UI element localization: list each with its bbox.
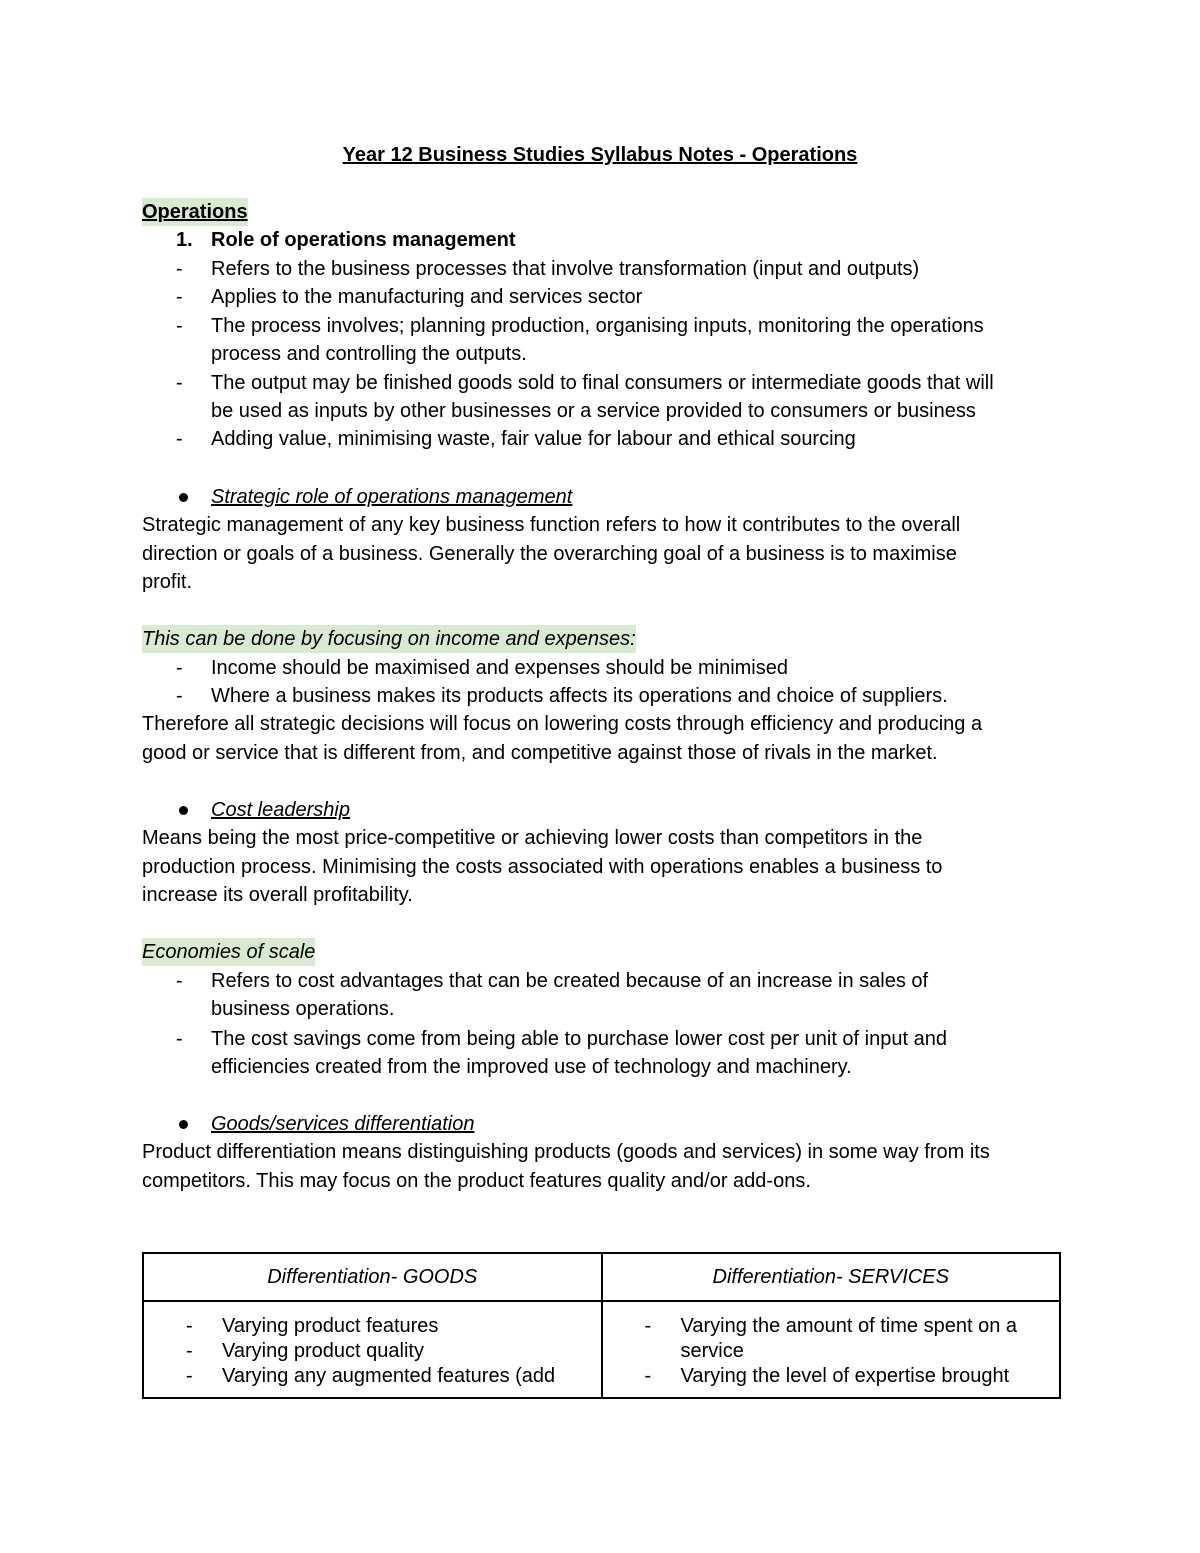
list-item: - Varying product quality — [186, 1340, 424, 1362]
dash-marker: - — [176, 428, 183, 450]
page-title: Year 12 Business Studies Syllabus Notes - Operations — [342, 144, 858, 166]
dash-marker: - — [176, 258, 183, 280]
numbered-heading-text: Role of operations management — [211, 229, 516, 251]
cost-leadership-heading: Cost leadership — [211, 799, 350, 821]
numbered-heading-number: 1. — [176, 229, 193, 251]
dash-marker: - — [176, 315, 183, 337]
strategic-point: Where a business makes its products affects its operations and choice of suppliers. — [211, 685, 948, 707]
cost-leadership-para-line: production process. Minimising the costs associated with operations enables a business to — [142, 856, 943, 878]
dash-marker: - — [176, 286, 183, 308]
economies-point-continued: efficiencies created from the improved use of technology and machinery. — [211, 1056, 852, 1078]
differentiation-para-line: Product differentiation means distinguishing products (goods and services) in some way from its — [142, 1141, 990, 1163]
section-heading-operations: Operations — [142, 198, 248, 226]
role-point: The output may be finished goods sold to final consumers or intermediate goods that will — [211, 372, 994, 394]
strategic-heading: Strategic role of operations management — [211, 486, 573, 508]
cost-leadership-para-line: increase its overall profitability. — [142, 884, 413, 906]
strategic-para-line: profit. — [142, 571, 193, 593]
dash-marker: - — [176, 657, 183, 679]
dash-marker: - — [176, 685, 183, 707]
cost-leadership-para-line: Means being the most price-competitive or achieving lower costs than competitors in the — [142, 827, 923, 849]
bullet-dot — [179, 806, 188, 815]
role-point: Adding value, minimising waste, fair value for labour and ethical sourcing — [211, 428, 856, 450]
dash-marker: - — [176, 372, 183, 394]
list-item: - Varying the level of expertise brought — [644, 1365, 1010, 1387]
role-point: The process involves; planning production, organising inputs, monitoring the operations — [211, 315, 984, 337]
list-item-continued: service — [680, 1340, 744, 1362]
table-row — [143, 1301, 1060, 1398]
differentiation-para-line: competitors. This may focus on the product features quality and/or add-ons. — [142, 1170, 811, 1192]
bullet-dot — [179, 1120, 188, 1129]
economies-point-continued: business operations. — [211, 998, 395, 1020]
role-point-continued: be used as inputs by other businesses or a service provided to consumers or business — [211, 400, 976, 422]
economies-point: Refers to cost advantages that can be created because of an increase in sales of — [211, 970, 929, 992]
strategic-para-line: direction or goals of a business. Generally the overarching goal of a business is to maximise — [142, 543, 957, 565]
dash-marker: - — [176, 1028, 183, 1050]
role-point: Applies to the manufacturing and services sector — [211, 286, 643, 308]
dash-marker: - — [176, 970, 183, 992]
role-point-continued: process and controlling the outputs. — [211, 343, 527, 365]
list-item: - Varying any augmented features (add — [186, 1365, 556, 1387]
role-point: Refers to the business processes that involve transformation (input and outputs) — [211, 258, 920, 280]
bullet-dot — [179, 493, 188, 502]
strategic-para2-line: Therefore all strategic decisions will focus on lowering costs through efficiency and producing a — [142, 713, 983, 735]
table-header-goods: Differentiation- GOODS — [143, 1253, 602, 1301]
differentiation-table — [142, 1252, 1061, 1399]
goods-cell — [143, 1301, 602, 1398]
strategic-para-line: Strategic management of any key business function refers to how it contributes to the overall — [142, 514, 961, 536]
strategic-para2-line: good or service that is different from, and competitive against those of rivals in the market. — [142, 742, 938, 764]
economies-heading: Economies of scale — [142, 938, 315, 966]
strategic-point: Income should be maximised and expenses should be minimised — [211, 657, 788, 679]
table-header-services: Differentiation- SERVICES — [602, 1253, 1061, 1301]
list-item: - Varying the amount of time spent on a — [644, 1315, 1017, 1337]
differentiation-heading: Goods/services differentiation — [211, 1113, 475, 1135]
services-cell — [602, 1301, 1061, 1398]
list-item: - Varying product features — [186, 1315, 439, 1337]
economies-point: The cost savings come from being able to purchase lower cost per unit of input and — [211, 1028, 947, 1050]
table-header-row — [143, 1253, 1060, 1301]
strategic-subheading: This can be done by focusing on income and expenses: — [142, 625, 636, 653]
